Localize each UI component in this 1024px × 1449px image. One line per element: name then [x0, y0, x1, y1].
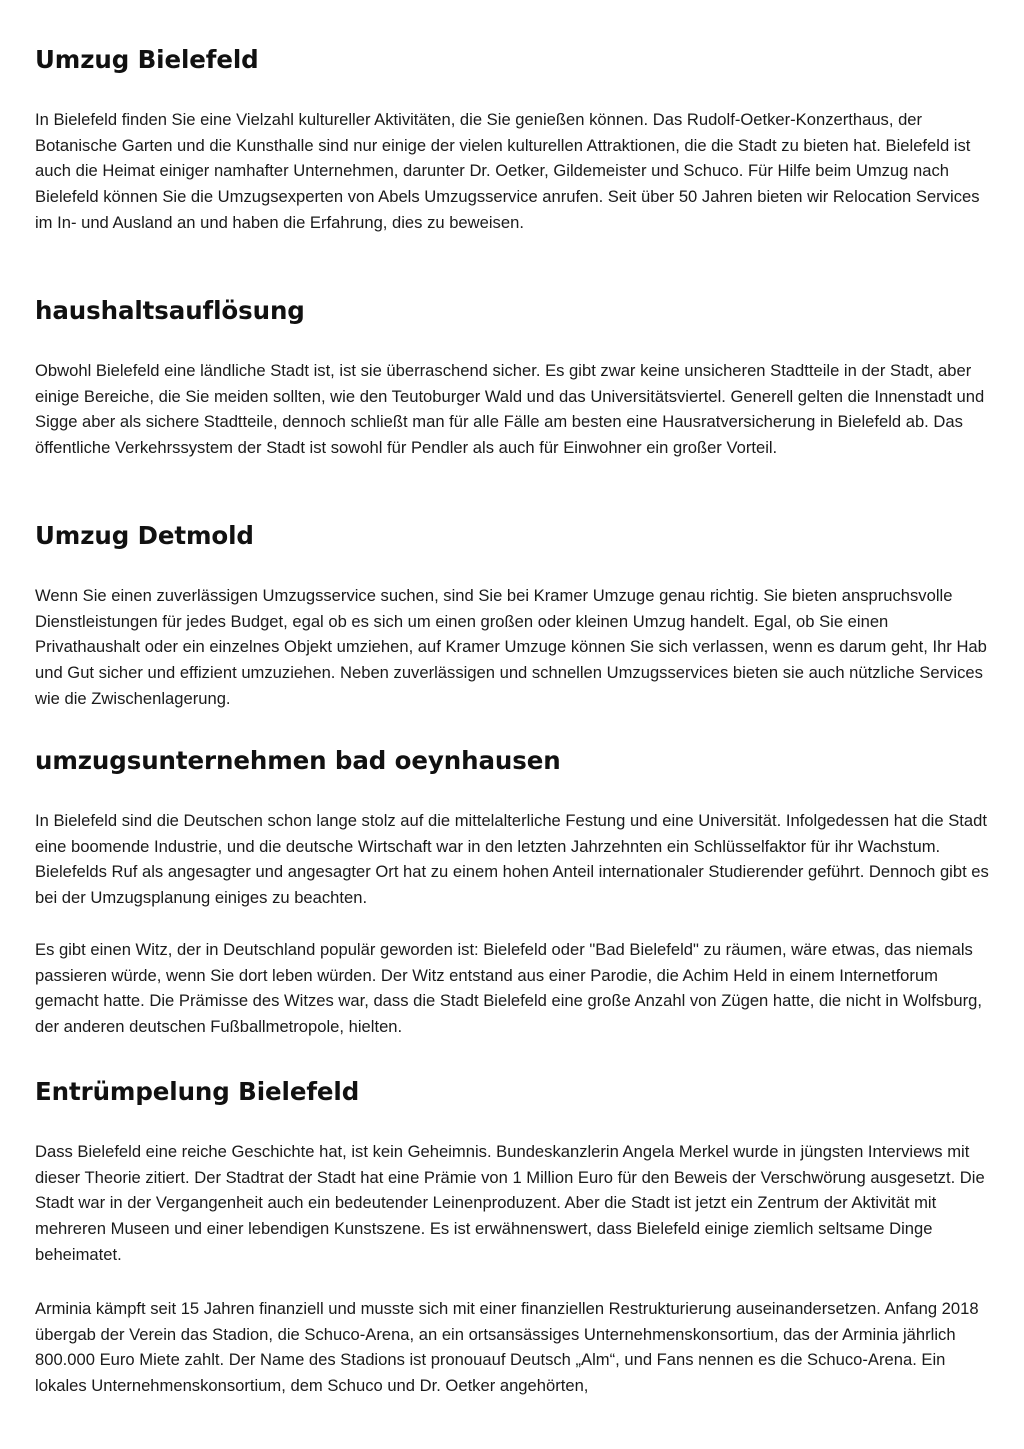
section-heading-umzug-detmold: Umzug Detmold — [35, 521, 254, 550]
paragraph-entruempelung-2: Arminia kämpft seit 15 Jahren finanziell und musste sich mit einer finanziellen Restrukturierung auseinandersetzen. Anfang 2018 übergab der Verein das Stadion, die Schuco-Arena, an ein ortsansässiges Unternehmenskonsortium, das der Arminia jährlich 800.000 Euro Miete zahlt. Der Name des Stadions ist pronouauf Deutsch „Alm“, und Fans nennen es die Schuco-Arena. Ein lokales Unternehmenskonsortium, dem Schuco und Dr. Oetker angehörten, — [35, 1299, 979, 1396]
section-heading-umzug-bielefeld: Umzug Bielefeld — [35, 45, 259, 74]
section-heading-entruempelung-bielefeld: Entrümpelung Bielefeld — [35, 1077, 360, 1106]
paragraph-umzugsunternehmen-2: Es gibt einen Witz, der in Deutschland populär geworden ist: Bielefeld oder "Bad Bielefeld" zu räumen, wäre etwas, das niemals passieren würde, wenn Sie dort leben würden. Der Witz entstand aus einer Parodie, die Achim Held in einem Internetforum gemacht hatte. Die Prämisse des Witzes war, dass die Stadt Bielefeld eine große Anzahl von Zügen hatte, die nicht in Wolfsburg, der anderen deutschen Fußballmetropole, hielten. — [35, 940, 982, 1037]
paragraph-umzugsunternehmen-1: In Bielefeld sind die Deutschen schon lange stolz auf die mittelalterliche Festung und eine Universität. Infolgedessen hat die Stadt eine boomende Industrie, und die deutsche Wirtschaft war in den letzten Jahrzehnten ein Schlüsselfaktor für ihr Wachstum. Bielefelds Ruf als angesagter und angesagter Ort hat zu einem hohen Anteil internationaler Studierender geführt. Dennoch gibt es bei der Umzugsplanung einiges zu beachten. — [35, 811, 989, 908]
paragraph-umzug-bielefeld: In Bielefeld finden Sie eine Vielzahl kultureller Aktivitäten, die Sie genießen können. Das Rudolf-Oetker-Konzerthaus, der Botanische Garten und die Kunsthalle sind nur einige der vielen kulturellen Attraktionen, die die Stadt zu bieten hat. Bielefeld ist auch die Heimat einiger namhafter Unternehmen, darunter Dr. Oetker, Gildemeister und Schuco. Für Hilfe beim Umzug nach Bielefeld können Sie die Umzugsexperten von Abels Umzugsservice anrufen. Seit über 50 Jahren bieten wir Relocation Services im In- und Ausland an und haben die Erfahrung, dies zu beweisen. — [35, 110, 980, 232]
paragraph-haushaltsaufloesung: Obwohl Bielefeld eine ländliche Stadt ist, ist sie überraschend sicher. Es gibt zwar keine unsicheren Stadtteile in der Stadt, aber einige Bereiche, die Sie meiden sollten, wie den Teutoburger Wald und das Universitätsviertel. Generell gelten die Innenstadt und Sigge aber als sichere Stadtteile, dennoch schließt man für alle Fälle am besten eine Hausratversicherung in Bielefeld ab. Das öffentliche Verkehrssystem der Stadt ist sowohl für Pendler als auch für Einwohner ein großer Vorteil. — [35, 361, 985, 458]
section-heading-umzugsunternehmen-bad-oeynhausen: umzugsunternehmen bad oeynhausen — [35, 746, 561, 775]
paragraph-entruempelung-1: Dass Bielefeld eine reiche Geschichte hat, ist kein Geheimnis. Bundeskanzlerin Angela Merkel wurde in jüngsten Interviews mit dieser Theorie zitiert. Der Stadtrat der Stadt hat eine Prämie von 1 Million Euro für den Beweis der Verschwörung ausgesetzt. Die Stadt war in der Vergangenheit auch ein bedeutender Leinenproduzent. Aber die Stadt ist jetzt ein Zentrum der Aktivität mit mehreren Museen und einer lebendigen Kunstszene. Es ist erwähnenswert, dass Bielefeld einige ziemlich seltsame Dinge beheimatet. — [35, 1142, 985, 1264]
paragraph-umzug-detmold: Wenn Sie einen zuverlässigen Umzugsservice suchen, sind Sie bei Kramer Umzuge genau richtig. Sie bieten anspruchsvolle Dienstleistungen für jedes Budget, egal ob es sich um einen großen oder kleinen Umzug handelt. Egal, ob Sie einen Privathaushalt oder ein einzelnes Objekt umziehen, auf Kramer Umzuge können Sie sich verlassen, wenn es darum geht, Ihr Hab und Gut sicher und effizient umzuziehen. Neben zuverlässigen und schnellen Umzugsservices bieten sie auch nützliche Services wie die Zwischenlagerung. — [35, 586, 987, 708]
section-heading-haushaltsaufloesung: haushaltsauflösung — [35, 296, 305, 325]
